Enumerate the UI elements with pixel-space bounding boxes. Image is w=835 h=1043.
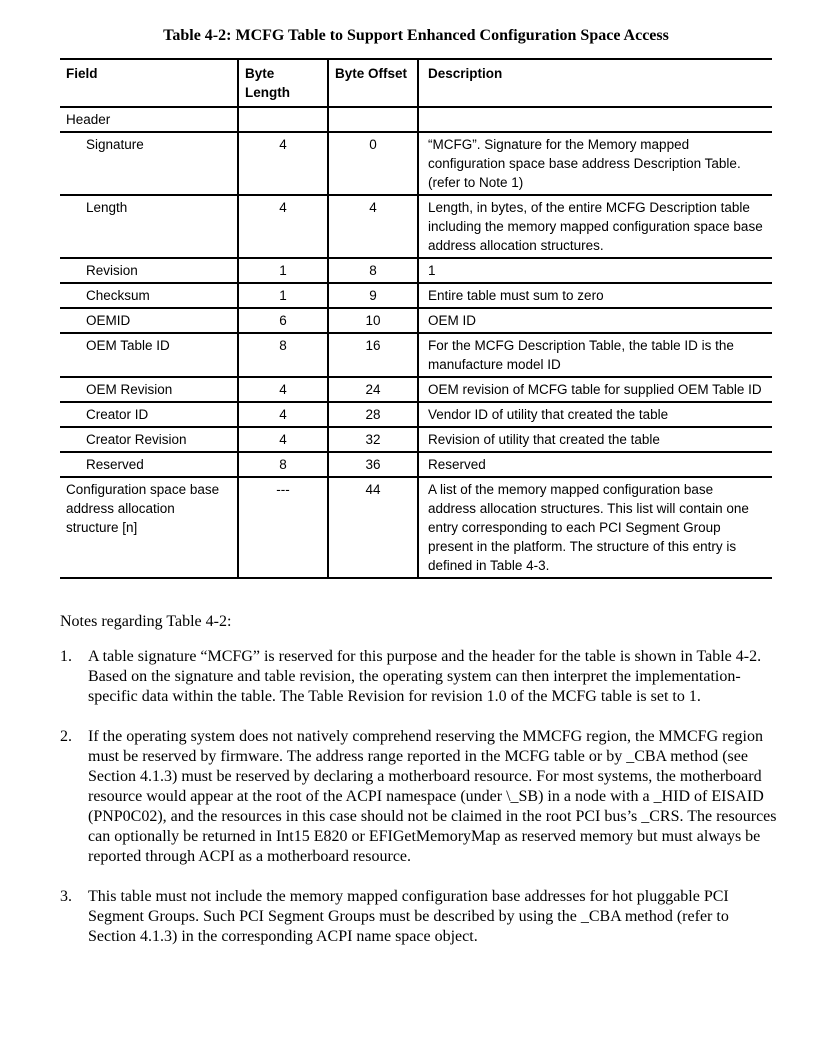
- byte-offset-cell: 36: [328, 452, 418, 477]
- notes-heading: Notes regarding Table 4-2:: [60, 613, 232, 630]
- description-cell: Reserved: [418, 452, 772, 477]
- table-row: [60, 308, 772, 333]
- col-header-byte-offset: Byte Offset: [328, 59, 418, 107]
- table-row: [60, 377, 772, 402]
- byte-offset-cell: [328, 107, 418, 132]
- field-cell: Header: [60, 107, 238, 132]
- byte-length-cell: 1: [238, 283, 328, 308]
- note-item: [60, 727, 780, 867]
- table-row: [60, 195, 772, 258]
- table-row: [60, 333, 772, 377]
- byte-offset-cell: 9: [328, 283, 418, 308]
- byte-offset-cell: 4: [328, 195, 418, 258]
- table-row: [60, 258, 772, 283]
- description-cell: Revision of utility that created the table: [418, 427, 772, 452]
- byte-offset-cell: 0: [328, 132, 418, 195]
- table-row: [60, 107, 772, 132]
- byte-offset-cell: 44: [328, 477, 418, 578]
- field-cell: Creator Revision: [60, 427, 238, 452]
- byte-length-cell: 4: [238, 377, 328, 402]
- col-header-byte-length: Byte Length: [238, 59, 328, 107]
- table-row: [60, 402, 772, 427]
- description-cell: OEM revision of MCFG table for supplied OEM Table ID: [418, 377, 772, 402]
- byte-offset-cell: 16: [328, 333, 418, 377]
- description-cell: 1: [418, 258, 772, 283]
- description-cell: Vendor ID of utility that created the table: [418, 402, 772, 427]
- byte-length-cell: 8: [238, 333, 328, 377]
- table-caption: Table 4-2: MCFG Table to Support Enhanced Configuration Space Access: [163, 27, 669, 44]
- byte-length-cell: ---: [238, 477, 328, 578]
- byte-offset-cell: 10: [328, 308, 418, 333]
- byte-length-cell: 8: [238, 452, 328, 477]
- byte-length-cell: 4: [238, 132, 328, 195]
- byte-length-cell: 1: [238, 258, 328, 283]
- description-cell: Length, in bytes, of the entire MCFG Description table including the memory mapped configuration space base address allocation structures.: [418, 195, 772, 258]
- table-body: [60, 107, 772, 578]
- field-cell: Creator ID: [60, 402, 238, 427]
- col-header-description: Description: [418, 59, 772, 107]
- note-text: This table must not include the memory mapped configuration base addresses for hot pluggable PCI Segment Groups. Such PCI Segment Groups must be described by using the _CBA method (refer to Section 4.1.3) in the corresponding ACPI name space object.: [88, 888, 729, 945]
- byte-length-cell: 4: [238, 427, 328, 452]
- field-cell: OEM Table ID: [60, 333, 238, 377]
- field-cell: Signature: [60, 132, 238, 195]
- table-row: [60, 452, 772, 477]
- byte-length-cell: 4: [238, 402, 328, 427]
- note-number: 1.: [60, 648, 72, 665]
- byte-offset-cell: 28: [328, 402, 418, 427]
- byte-length-cell: 4: [238, 195, 328, 258]
- byte-length-cell: [238, 107, 328, 132]
- notes-list: [60, 647, 780, 947]
- note-item: [60, 887, 780, 947]
- header-row: [60, 59, 772, 107]
- byte-offset-cell: 24: [328, 377, 418, 402]
- byte-offset-cell: 8: [328, 258, 418, 283]
- description-cell: Entire table must sum to zero: [418, 283, 772, 308]
- note-number: 3.: [60, 888, 72, 905]
- table-row: [60, 427, 772, 452]
- description-cell: A list of the memory mapped configuration base address allocation structures. This list will contain one entry corresponding to each PCI Segment Group present in the platform. The structure of this entry is defined in Table 4-3.: [418, 477, 772, 578]
- note-text: A table signature “MCFG” is reserved for this purpose and the header for the table is shown in Table 4-2. Based on the signature and table revision, the operating system can then interpret the implementation-specific data within the table. The Table Revision for revision 1.0 of the MCFG table is set to 1.: [88, 648, 762, 705]
- table-row: [60, 477, 772, 578]
- note-text: If the operating system does not natively comprehend reserving the MMCFG region, the MMCFG region must be reserved by firmware. The address range reported in the MCFG table or by _CBA method (see Section 4.1.3) must be reserved by declaring a motherboard resource. For most systems, the motherboard resource would appear at the root of the ACPI namespace (under \_SB) in a node with a _HID of EISAID (PNP0C02), and the resources in this case should not be claimed in the root PCI bus’s _CRS. The resources can optionally be returned in Int15 E820 or EFIGetMemoryMap as reserved memory but must always be reported through ACPI as a motherboard resource.: [88, 728, 777, 865]
- field-cell: OEM Revision: [60, 377, 238, 402]
- table-row: [60, 132, 772, 195]
- field-cell: OEMID: [60, 308, 238, 333]
- field-cell: Checksum: [60, 283, 238, 308]
- field-cell: Revision: [60, 258, 238, 283]
- field-cell: Length: [60, 195, 238, 258]
- field-cell: Reserved: [60, 452, 238, 477]
- byte-offset-cell: 32: [328, 427, 418, 452]
- description-cell: For the MCFG Description Table, the table ID is the manufacture model ID: [418, 333, 772, 377]
- note-item: [60, 647, 780, 707]
- field-cell: Configuration space base address allocation structure [n]: [60, 477, 238, 578]
- description-cell: OEM ID: [418, 308, 772, 333]
- table-row: [60, 283, 772, 308]
- byte-length-cell: 6: [238, 308, 328, 333]
- description-cell: [418, 107, 772, 132]
- col-header-field: Field: [60, 59, 238, 107]
- description-cell: “MCFG”. Signature for the Memory mapped configuration space base address Description Table. (refer to Note 1): [418, 132, 772, 195]
- mcfg-spec-table: [60, 58, 772, 579]
- note-number: 2.: [60, 728, 72, 745]
